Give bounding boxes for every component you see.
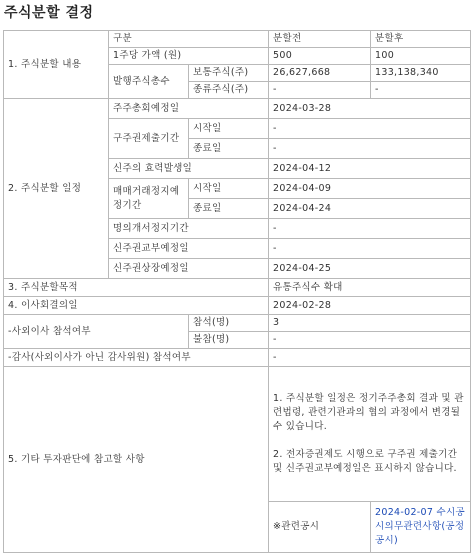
agm-date-value: 2024-03-28	[269, 99, 471, 119]
cert-submit-end-label: 종료일	[189, 139, 269, 159]
common-shares-before: 26,627,668	[269, 65, 371, 82]
note-2: 2. 전자증권제도 시행으로 구주권 제출기간 및 신주권교부예정일은 표시하지 않습니다.	[273, 449, 458, 474]
suspension-start-value: 2024-04-09	[269, 179, 471, 199]
table-row	[4, 315, 471, 332]
suspension-end-value: 2024-04-24	[269, 199, 471, 219]
outside-director-label: -사외이사 참석여부	[4, 315, 189, 349]
related-disclosure-link[interactable]: 2024-02-07 수시공시의무관련사항(공정공시)	[371, 502, 471, 553]
other-matters-label: 5. 기타 투자판단에 참고할 사항	[4, 367, 269, 553]
effective-date-value: 2024-04-12	[269, 159, 471, 179]
delivery-date-label: 신주권교부예정일	[109, 239, 269, 259]
delivery-date-value: -	[269, 239, 471, 259]
absent-value: -	[269, 332, 471, 349]
effective-date-label: 신주의 효력발생일	[109, 159, 269, 179]
cert-submit-end-value: -	[269, 139, 471, 159]
header-category: 구분	[109, 31, 269, 48]
header-before: 분할전	[269, 31, 371, 48]
note-1: 1. 주식분할 일정은 정기주주총회 결과 및 관련법령, 관련기관과의 협의 과정에서 변경될 수 있습니다.	[273, 393, 464, 432]
par-value-after: 100	[371, 48, 471, 65]
suspension-start-label: 시작일	[189, 179, 269, 199]
common-shares-after: 133,138,340	[371, 65, 471, 82]
other-shares-label: 종류주식(주)	[189, 82, 269, 99]
auditor-value: -	[269, 349, 471, 367]
present-label: 참석(명)	[189, 315, 269, 332]
present-value: 3	[269, 315, 471, 332]
register-close-value: -	[269, 219, 471, 239]
suspension-end-label: 종료일	[189, 199, 269, 219]
board-date-value: 2024-02-28	[269, 297, 471, 315]
cert-submit-start-value: -	[269, 119, 471, 139]
row-label-split-schedule: 2. 주식분할 일정	[4, 99, 109, 279]
table-row	[4, 367, 471, 502]
table-row	[4, 31, 471, 48]
common-shares-label: 보통주식(주)	[189, 65, 269, 82]
purpose-label: 3. 주식분할목적	[4, 279, 269, 297]
cert-submit-start-label: 시작일	[189, 119, 269, 139]
table-row	[4, 297, 471, 315]
par-value-before: 500	[269, 48, 371, 65]
disclosure-table	[3, 30, 471, 553]
issued-shares-label: 발행주식총수	[109, 65, 189, 99]
agm-date-label: 주주총회예정일	[109, 99, 269, 119]
page-title: 주식분할 결정	[4, 5, 94, 21]
other-shares-after: -	[371, 82, 471, 99]
board-date-label: 4. 이사회결의일	[4, 297, 269, 315]
absent-label: 불참(명)	[189, 332, 269, 349]
purpose-value: 유통주식수 확대	[269, 279, 471, 297]
par-value-label: 1주당 가액 (원)	[109, 48, 269, 65]
table-row	[4, 99, 471, 119]
cert-submit-period-label: 구주권제출기간	[109, 119, 189, 159]
trading-suspension-label: 매매거래정지예정기간	[109, 179, 189, 219]
auditor-label: -감사(사외이사가 아닌 감사위원) 참석여부	[4, 349, 269, 367]
other-matters-notes	[269, 367, 471, 502]
row-label-split-content: 1. 주식분할 내용	[4, 31, 109, 99]
table-row	[4, 279, 471, 297]
register-close-label: 명의개서정지기간	[109, 219, 269, 239]
related-disclosure-label: ※관련공시	[269, 502, 371, 553]
header-after: 분할후	[371, 31, 471, 48]
table-row	[4, 349, 471, 367]
listing-date-label: 신주권상장예정일	[109, 259, 269, 279]
other-shares-before: -	[269, 82, 371, 99]
listing-date-value: 2024-04-25	[269, 259, 471, 279]
